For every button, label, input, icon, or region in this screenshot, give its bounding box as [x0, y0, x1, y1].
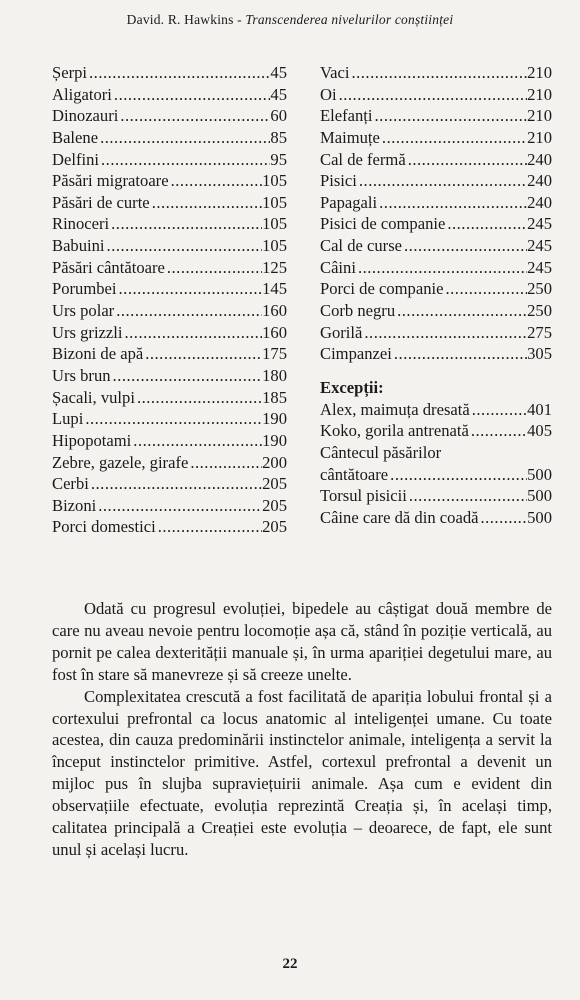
leader-dots [158, 516, 262, 538]
list-item-name: Delfini [52, 149, 100, 169]
list-item-value: 405 [527, 421, 552, 441]
list-item [52, 84, 287, 106]
list-item [320, 300, 552, 322]
leader-dots [120, 105, 270, 127]
list-item-value: 250 [527, 301, 552, 321]
list-item-name: Urs grizzli [52, 322, 123, 342]
right-list-items [320, 62, 552, 365]
leader-dots [447, 213, 527, 235]
list-item-value: 500 [527, 507, 552, 527]
list-item-name: Balene [52, 127, 99, 147]
list-item [52, 127, 287, 149]
list-item [320, 485, 552, 507]
leader-dots [382, 127, 527, 149]
running-header [0, 12, 580, 28]
list-item-name: Lupi [52, 409, 84, 429]
list-item [52, 213, 287, 235]
list-item-value: 60 [270, 106, 287, 126]
body-text [52, 598, 552, 861]
list-item-value: 85 [270, 127, 287, 147]
leader-dots [359, 170, 527, 192]
list-item [320, 62, 552, 84]
list-item-name: Păsări cântătoare [52, 257, 165, 277]
list-item-name: Pisici [320, 171, 357, 191]
list-item [320, 257, 552, 279]
list-item [52, 322, 287, 344]
list-item-name: Papagali [320, 192, 378, 212]
list-item [320, 170, 552, 192]
list-item-value: 250 [527, 279, 552, 299]
list-item-value: 210 [527, 63, 552, 82]
leader-dots [390, 464, 527, 486]
list-item [320, 213, 552, 235]
list-item-name: Urs brun [52, 365, 111, 385]
leader-dots [408, 149, 527, 171]
leader-dots [190, 452, 262, 474]
leader-dots [358, 257, 527, 279]
page-number: 22 [282, 956, 298, 972]
list-item-name: Alex, maimuța dresată [320, 399, 470, 419]
list-item [320, 343, 552, 365]
leader-dots [107, 235, 263, 257]
leader-dots [446, 278, 528, 300]
exceptions-heading: Excepții: [320, 377, 384, 397]
list-item [52, 343, 287, 365]
list-item-value: 401 [527, 399, 552, 419]
list-item-name: Gorilă [320, 322, 363, 342]
leader-dots [85, 408, 262, 430]
list-item-name: Porci domestici [52, 517, 156, 537]
leader-dots [125, 322, 263, 344]
leader-dots [119, 278, 263, 300]
list-item-name: Păsări migratoare [52, 171, 169, 191]
leader-dots [91, 473, 262, 495]
paragraph: Odată cu progresul evoluției, bipedele au câștigat două membre de care nu aveau nevoie pentru locomoție așa că, stând în poziție verticală, au pornit pe calea dexterității manuale și, în urma apariției degetului mare, au fost în stare să manevreze și să creeze unelte. [52, 599, 552, 684]
list-item-value: 45 [270, 84, 287, 104]
leader-dots [339, 84, 528, 106]
list-item-name: Șerpi [52, 63, 88, 82]
list-item-name: Urs polar [52, 301, 115, 321]
list-item-name: Câini [320, 257, 356, 277]
list-item-name: Cal de fermă [320, 149, 406, 169]
leader-dots [152, 192, 262, 214]
leader-dots [409, 485, 527, 507]
list-item-name: Bizoni de apă [52, 344, 144, 364]
list-item [52, 62, 287, 84]
list-item-name: Șacali, vulpi [52, 387, 135, 407]
list-item-value: 95 [270, 149, 287, 169]
list-item-value: 305 [527, 344, 552, 364]
list-item [320, 84, 552, 106]
list-item-name: Câine care dă din coadă [320, 507, 479, 527]
list-item-value: 105 [262, 171, 287, 191]
list-item [52, 192, 287, 214]
list-item-value: 205 [262, 474, 287, 494]
list-item-value: 210 [527, 106, 552, 126]
paragraph: Complexitatea crescută a fost facilitată de apariția lobului frontal și a cortexului prefrontal ca locus anatomic al inteligenței umane. Cu toate acestea, din cauza predominării instinctelor animale, inteligența a servit la început instinctelor primitive. Astfel, cortexul prefrontal a devenit un mijloc pus în slujba supraviețuirii animale. Așa cum e evident din observațiile efectuate, evoluția reprezintă Creația și, în același timp, calitatea principală a Creației este evoluția – deoarece, de fapt, ele sunt unul și același lucru. [52, 686, 552, 859]
list-item [52, 473, 287, 495]
header-author: David. R. Hawkins - [126, 12, 246, 27]
list-item-value: 190 [262, 430, 287, 450]
list-item [52, 387, 287, 409]
list-item [52, 300, 287, 322]
list-item-value: 210 [527, 127, 552, 147]
list-item-name: Oi [320, 84, 337, 104]
header-book-title: Transcenderea nivelurilor conștiinței [245, 12, 454, 27]
list-item-name: Cal de curse [320, 236, 403, 256]
leader-dots [171, 170, 263, 192]
list-item-name: Aligatori [52, 84, 112, 104]
leader-dots [98, 495, 262, 517]
left-column-list [52, 62, 287, 538]
leader-dots [351, 62, 527, 84]
list-item-name: Torsul pisicii [320, 486, 407, 506]
list-item-value: 105 [262, 236, 287, 256]
leader-dots [100, 127, 270, 149]
list-item [320, 105, 552, 127]
leader-dots [101, 149, 270, 171]
list-item-value: 245 [527, 257, 552, 277]
list-item [52, 149, 287, 171]
list-item-value: 190 [262, 409, 287, 429]
list-item-value: 500 [527, 486, 552, 506]
list-item-value: 245 [527, 236, 552, 256]
leader-dots [394, 343, 527, 365]
list-item-value: 500 [527, 464, 552, 484]
list-item-name: Păsări de curte [52, 192, 150, 212]
list-item-value: 45 [270, 63, 287, 82]
list-item [52, 452, 287, 474]
list-item-value: 180 [262, 365, 287, 385]
list-item-name: Hipopotami [52, 430, 132, 450]
list-item-name: Babuini [52, 236, 105, 256]
list-item-name: Pisici de companie [320, 214, 446, 234]
list-item [52, 495, 287, 517]
list-item-value: 240 [527, 171, 552, 191]
list-item [320, 464, 552, 486]
list-item-value: 200 [262, 452, 287, 472]
list-item [52, 365, 287, 387]
list-item [320, 235, 552, 257]
list-item [320, 127, 552, 149]
list-item-value: 275 [527, 322, 552, 342]
leader-dots [397, 300, 527, 322]
list-item-name: Dinozauri [52, 106, 119, 126]
list-item [320, 192, 552, 214]
list-item [320, 149, 552, 171]
list-item [52, 430, 287, 452]
list-item [320, 399, 552, 421]
list-item-value: 245 [527, 214, 552, 234]
list-item-value: 105 [262, 192, 287, 212]
leader-dots [404, 235, 527, 257]
leader-dots [145, 343, 262, 365]
list-item [52, 408, 287, 430]
list-item-name: Vaci [320, 63, 350, 82]
leader-dots [480, 507, 527, 529]
list-item [52, 278, 287, 300]
list-item [52, 516, 287, 538]
list-item-value: 125 [262, 257, 287, 277]
leader-dots [116, 300, 262, 322]
leader-dots [111, 213, 262, 235]
list-item-name: Bizoni [52, 495, 97, 515]
list-item-name: Koko, gorila antrenată [320, 421, 469, 441]
list-item-value: 205 [262, 517, 287, 537]
right-column-list [320, 62, 552, 528]
exceptions-items [320, 399, 552, 442]
list-item-value: 145 [262, 279, 287, 299]
list-item-value: 175 [262, 344, 287, 364]
list-item [52, 235, 287, 257]
list-item [320, 507, 552, 529]
list-item-name: cântătoare [320, 464, 389, 484]
leader-dots [133, 430, 262, 452]
leader-dots [114, 84, 270, 106]
list-item [320, 420, 552, 442]
list-item [320, 278, 552, 300]
list-item-name: Rinoceri [52, 214, 110, 234]
list-item-name: Porci de companie [320, 279, 444, 299]
list-item-value: 160 [262, 301, 287, 321]
list-item-name: Zebre, gazele, girafe [52, 452, 189, 472]
leader-dots [167, 257, 262, 279]
list-item-name: Corb negru [320, 301, 396, 321]
list-item-value: 210 [527, 84, 552, 104]
list-item-value: 185 [262, 387, 287, 407]
exceptions-items-2 [320, 485, 552, 528]
list-item [52, 257, 287, 279]
leader-dots [472, 399, 527, 421]
leader-dots [471, 420, 527, 442]
leader-dots [375, 105, 528, 127]
leader-dots [89, 62, 270, 84]
list-item-name: Cimpanzei [320, 344, 392, 364]
list-item-value: 105 [262, 214, 287, 234]
list-item-value: 205 [262, 495, 287, 515]
list-item-name: Maimuțe [320, 127, 380, 147]
list-item-name: Elefanți [320, 106, 373, 126]
list-item-value: 240 [527, 149, 552, 169]
list-item-value: 160 [262, 322, 287, 342]
list-item-name: Porumbei [52, 279, 117, 299]
list-item-value: 240 [527, 192, 552, 212]
exception-song-line1: Cântecul păsărilor [320, 442, 442, 462]
leader-dots [364, 322, 527, 344]
leader-dots [379, 192, 527, 214]
leader-dots [113, 365, 263, 387]
list-item [320, 322, 552, 344]
list-item [52, 105, 287, 127]
leader-dots [137, 387, 262, 409]
list-item [52, 170, 287, 192]
list-item-name: Cerbi [52, 474, 89, 494]
